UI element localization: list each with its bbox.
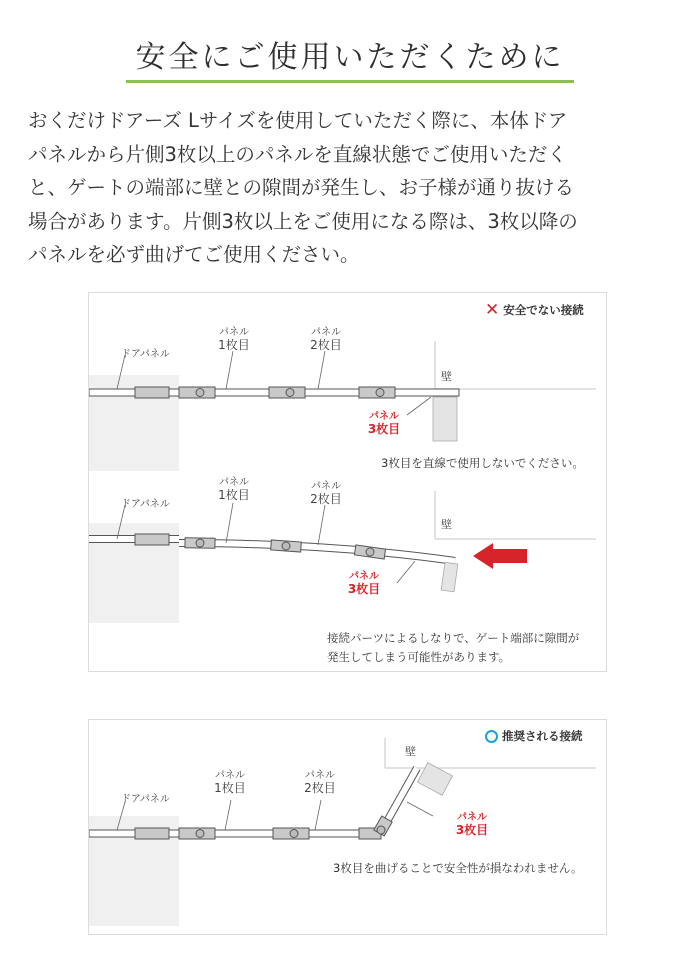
wall-block: [433, 397, 457, 441]
label-line: 3枚目: [347, 582, 381, 596]
push-arrow-icon: [473, 543, 527, 569]
connector-hinge: [196, 830, 204, 838]
safe-diagram: [89, 720, 606, 934]
x-icon: ✕: [485, 300, 500, 320]
connector-hinge: [290, 830, 298, 838]
panel-3-label: [363, 411, 405, 435]
panel-3-label: [451, 812, 493, 836]
connector-part: [135, 828, 169, 839]
connector-hinge: [366, 548, 374, 556]
panel-3-label: [343, 571, 385, 595]
circle-icon: [485, 730, 498, 743]
title-underline: [126, 80, 574, 83]
panel-1-label: [215, 327, 253, 351]
connector-part: [135, 387, 169, 398]
panel-2-label: [307, 327, 345, 351]
intro-line: 場合があります。片側3枚以上をご使用になる際は、3枚以降の: [28, 209, 578, 233]
label-line: 2枚目: [304, 781, 336, 795]
connector-hinge: [282, 542, 290, 550]
label-line: 1枚目: [218, 488, 250, 502]
label-line: 3枚目: [367, 422, 401, 436]
wall-label: 壁: [441, 518, 452, 531]
connector-hinge: [377, 826, 385, 834]
leader-line: [315, 800, 321, 830]
panel-2-label: [307, 481, 345, 505]
label-line: 3枚目: [455, 823, 489, 837]
label-line: パネル: [311, 327, 341, 338]
intro-line: おくだけドアーズ Lサイズを使用していただく際に、本体ドア: [28, 109, 568, 132]
label-line: パネル: [369, 411, 399, 422]
label-line: 2枚目: [310, 492, 342, 506]
label-line: 2枚目: [310, 338, 342, 352]
panel-bar: [89, 830, 381, 837]
label-line: パネル: [457, 812, 487, 823]
wall-label: 壁: [441, 370, 452, 383]
intro-line: と、ゲートの端部に壁との隙間が発生し、お子様が通り抜ける: [28, 176, 575, 199]
leader-line: [225, 800, 231, 830]
unsafe-connection-panel: [88, 292, 607, 672]
safe-badge: [485, 728, 583, 744]
leader-line: [226, 351, 233, 389]
connector-hinge: [286, 389, 294, 397]
label-line: パネル: [219, 327, 249, 338]
connector-hinge: [196, 539, 204, 547]
door-panel-label: ドアパネル: [121, 499, 170, 510]
note-line: 発生してしまう可能性があります。: [327, 650, 511, 664]
unsafe-badge: [485, 302, 584, 318]
leader-line: [407, 802, 433, 816]
page-title: 安全にご使用いただくために: [135, 40, 565, 75]
door-panel-label: ドアパネル: [121, 794, 170, 805]
intro-text: [28, 104, 678, 272]
label-line: パネル: [215, 770, 245, 781]
panel-1-label: [215, 477, 253, 501]
intro-line: パネルを必ず曲げてご使用ください。: [28, 243, 360, 266]
intro-line: パネルから片側3枚以上のパネルを直線状態でご使用いただく: [28, 142, 567, 166]
badge-label: 安全でない接続: [503, 303, 584, 317]
leader-line: [318, 351, 325, 389]
leader-line: [407, 397, 431, 415]
safe-connection-panel: [88, 719, 607, 935]
unsafe-note-1: 3枚目を直線で使用しないでください。: [381, 456, 584, 470]
leader-line: [318, 505, 325, 545]
leader-line: [397, 561, 415, 583]
label-line: パネル: [219, 477, 249, 488]
note-line: 接続パーツによるしなりで、ゲート端部に隙間が: [327, 631, 580, 645]
safe-note: 3枚目を曲げることで安全性が損なわれません。: [333, 861, 583, 875]
leader-line: [226, 503, 233, 543]
label-line: パネル: [305, 770, 335, 781]
wall-label: 壁: [405, 745, 416, 758]
wall-block: [441, 562, 458, 592]
panel-2-label: [301, 770, 339, 794]
label-line: 1枚目: [214, 781, 246, 795]
door-panel-label: ドアパネル: [121, 349, 170, 360]
badge-label: 推奨される接続: [502, 729, 583, 743]
label-line: パネル: [349, 571, 379, 582]
panel-1-label: [211, 770, 249, 794]
connector-hinge: [376, 389, 384, 397]
connector-part: [135, 534, 169, 545]
label-line: パネル: [311, 481, 341, 492]
connector-hinge: [196, 389, 204, 397]
label-line: 1枚目: [218, 338, 250, 352]
unsafe-note-2: [327, 629, 579, 667]
